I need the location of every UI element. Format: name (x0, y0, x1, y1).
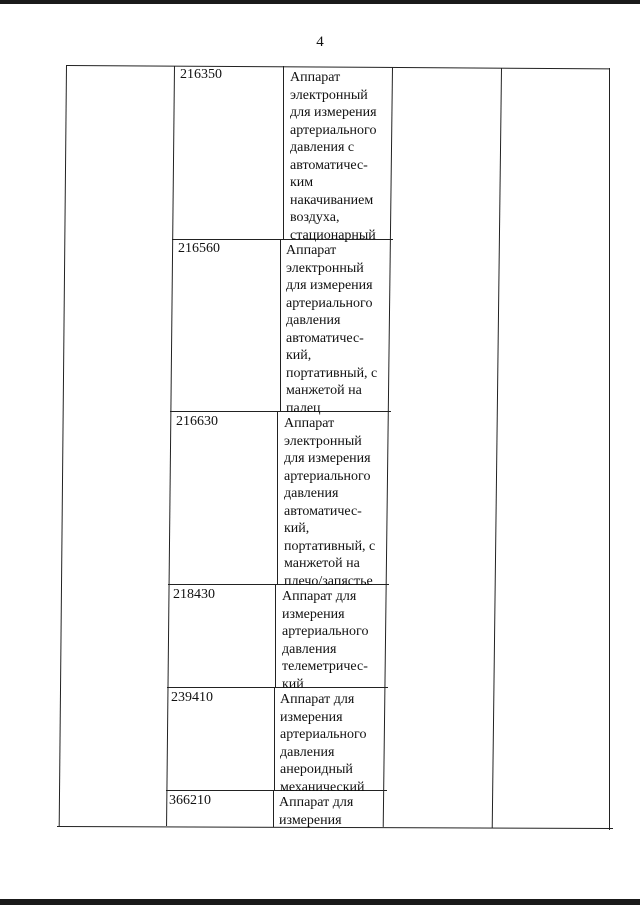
device-name: Аппарат электронный для измерения артериального давления автоматичес- кий, портативный, с манжетой на плечо/запястье (284, 416, 376, 589)
name-cell-left-border (277, 411, 278, 585)
name-cell-left-border (280, 239, 281, 412)
scan-edge-bottom (0, 899, 640, 905)
page-number: 4 (316, 34, 324, 50)
device-code: 216560 (178, 241, 220, 256)
column-divider-2 (383, 67, 393, 827)
name-cell-left-border (283, 66, 284, 240)
name-cell-left-border (273, 790, 274, 827)
device-code: 216350 (180, 67, 222, 82)
name-cell-left-border (275, 584, 276, 688)
device-code: 239410 (171, 690, 213, 705)
device-name: Аппарат для измерения (279, 795, 354, 828)
name-cell-left-border (274, 687, 275, 791)
device-name: Аппарат для измерения артериального давления анероидный механический (280, 692, 367, 795)
device-name: Аппарат электронный для измерения артериального давления с автоматичес- ким накачиванием воздуха, стационарный (290, 70, 377, 243)
device-name: Аппарат электронный для измерения артериального давления автоматичес- кий, портативный, с манжетой на палец (286, 243, 378, 416)
table-right-border (609, 68, 610, 830)
table-left-border (59, 65, 67, 826)
device-code: 218430 (173, 587, 215, 602)
column-divider-1 (166, 66, 175, 826)
column-divider-3 (492, 68, 502, 828)
device-name: Аппарат для измерения артериального давления телеметричес- кий (282, 589, 369, 692)
device-code: 216630 (176, 414, 218, 429)
device-code: 366210 (169, 793, 211, 808)
